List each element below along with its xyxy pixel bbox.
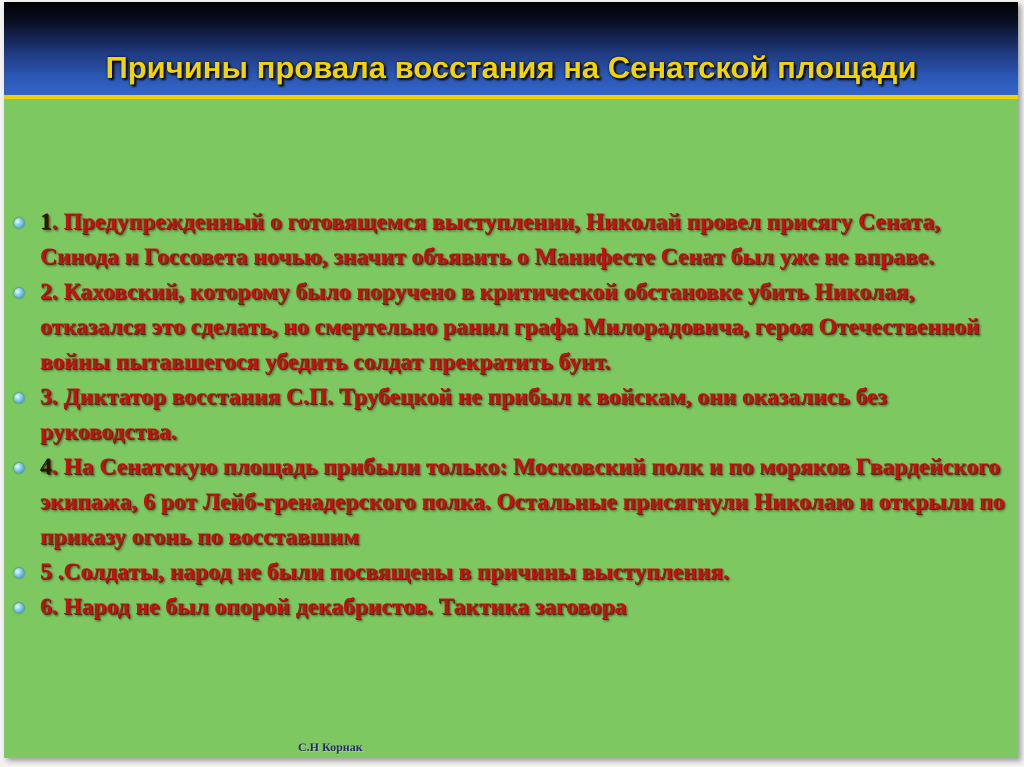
list-item — [12, 555, 1014, 590]
list-item — [12, 275, 1014, 380]
bullet-dot-icon — [14, 218, 24, 228]
bullet-dot-icon — [14, 393, 24, 403]
item-text: . На Сенатскую площадь прибыли только: Московский полк и по моряков Гвардейского экипажа, 6 рот Лейб-гренадерского полка. Остальные присягнули Николаю и открыли по приказу огонь по восставшим — [40, 454, 1005, 550]
slide-frame — [4, 2, 1018, 758]
bullet-dot-icon — [14, 288, 24, 298]
list-item — [12, 380, 1014, 450]
item-number: 4 — [40, 454, 52, 480]
title-bar — [4, 2, 1018, 99]
item-text: 3. Диктатор восстания С.П. Трубецкой не прибыл к войскам, они оказались без руководства. — [40, 384, 887, 445]
item-text: 2. Каховский, которому было поручено в критической обстановке убить Николая, отказался это сделать, но смертельно ранил графа Милорадовича, героя Отечественной войны пытавшегося убедить солдат прекратить бунт. — [40, 279, 980, 375]
author-signature: С.Н Корнак — [298, 740, 363, 754]
list-item — [12, 450, 1014, 555]
bullet-dot-icon — [14, 463, 24, 473]
item-text: 5 .Солдаты, народ не были посвящены в причины выступления. — [40, 559, 729, 585]
item-text: . Предупрежденный о готовящемся выступлении, Николай провел присягу Сената, Синода и Госсовета ночью, значит объявить о Манифесте Сенат был уже не вправе. — [40, 209, 940, 270]
list-item — [12, 205, 1014, 275]
item-text: 6. Народ не был опорой декабристов. Тактика заговора — [40, 594, 627, 620]
reasons-list — [12, 205, 1014, 625]
bullet-dot-icon — [14, 568, 24, 578]
item-number: 1 — [40, 209, 52, 235]
bullet-dot-icon — [14, 603, 24, 613]
slide-title: Причины провала восстания на Сенатской площади — [105, 50, 917, 85]
list-item — [12, 590, 1014, 625]
